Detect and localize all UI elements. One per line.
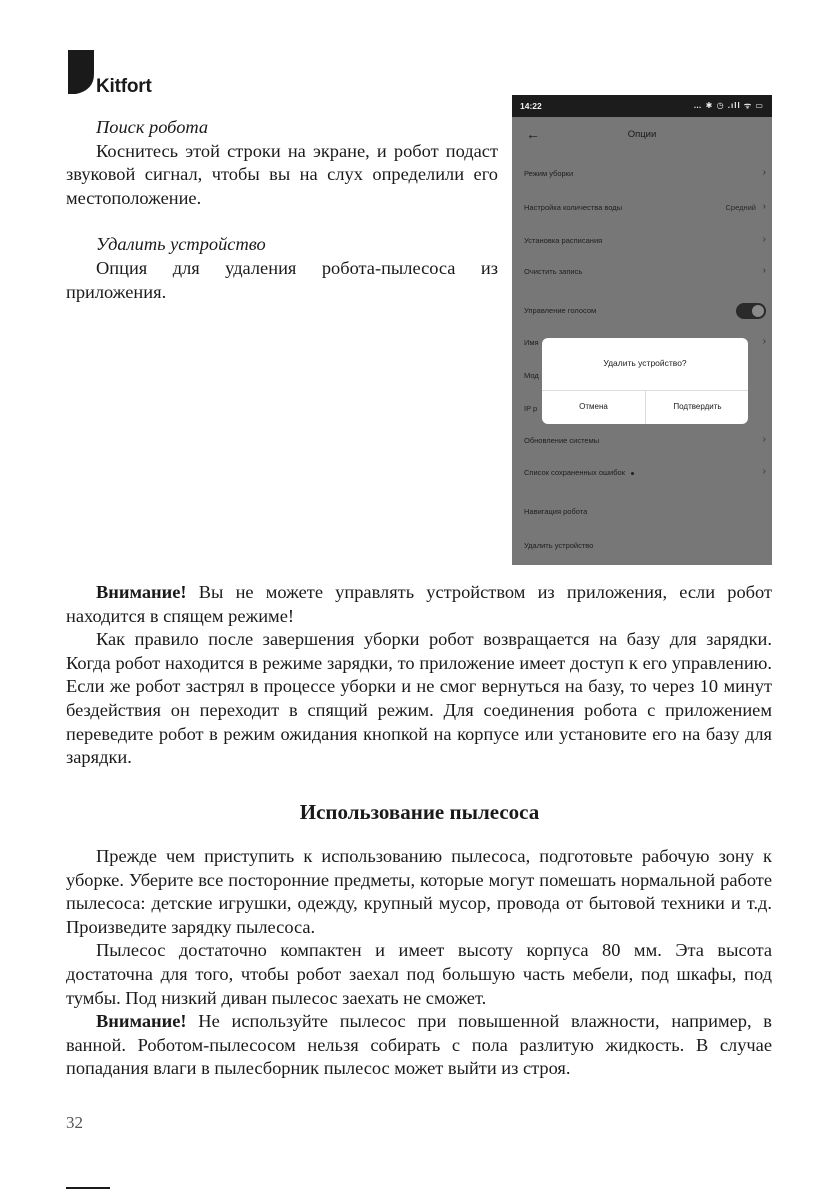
delete-device-heading: Удалить устройство [96,234,266,255]
kitfort-logo-text: Kitfort [96,76,152,97]
find-robot-text: Коснитесь этой строки на экране, и робот подаст звуковой сигнал, чтобы вы на слух определили его местоположение. [66,140,498,208]
chevron-right-icon: › [762,434,766,445]
dialog-title: Удалить устройство? [603,358,687,368]
usage-paragraph-1: Прежде чем приступить к использованию пылесоса, подготовьте рабочую зону к уборке. Уберите все посторонние предметы, которые могут помешать нормальной работе пылесоса: детские игрушки, одежду, крупный мусор, провода от бытовой техники и т.д. Произведите зарядку пылесоса. [66,846,772,937]
row-robot-navigation[interactable]: Навигация робота [524,507,588,516]
chevron-right-icon: › [762,336,766,347]
row-schedule[interactable]: Установка расписания › [524,234,766,245]
footer-rule [66,1187,110,1189]
app-header [512,117,772,153]
kitfort-logo-mark [68,50,94,94]
left-column-text [66,116,498,304]
row-model: Мод [524,371,539,380]
usage-warning-label: Внимание! [96,1011,187,1032]
row-ip: IP р [524,404,538,413]
status-bar [512,95,772,117]
chevron-right-icon: › [762,466,766,477]
charging-paragraph: Как правило после завершения уборки робот возвращается на базу для зарядки. Когда робот находится в режиме зарядки, то приложение имеет доступ к его управлению. Если же робот застрял в процессе уборки и не смог вернуться на базу, то через 10 минут бездействия он переходит в спящий режим. Для соединения робота с приложением переведите робот в режим ожидания кнопкой на корпусе или установите его на базу для зарядки. [66,629,772,768]
chevron-right-icon: › [762,234,766,245]
chevron-right-icon: › [762,201,766,212]
voice-control-toggle[interactable] [736,303,766,319]
row-system-update[interactable]: Обновление системы › [524,434,766,445]
chevron-right-icon: › [762,167,766,178]
status-time: 14:22 [520,101,542,111]
back-arrow-icon[interactable]: ← [526,126,540,142]
warning-label: Внимание! [96,582,187,602]
warning-text: Вы не можете управлять устройством из приложения, если робот находится в спящем режиме! [66,582,772,626]
section-title: Использование пылесоса [299,800,540,824]
chevron-right-icon: › [762,265,766,276]
status-icons: … ✱ ◷ .ıll ᯤ ▭ [693,101,764,110]
row-water-amount[interactable]: Настройка количества воды Средний › [524,201,766,212]
row-water-value: Средний [725,203,756,212]
phone-screenshot [512,95,772,565]
usage-paragraph-3 [66,1010,772,1081]
row-cleaning-mode[interactable]: Режим уборки › [524,167,766,178]
row-name[interactable]: Имя › [524,336,766,347]
sleep-mode-notice [66,581,772,770]
delete-device-dialog [542,338,748,424]
warning-paragraph [66,581,772,628]
row-voice-control: Управление голосом [512,295,772,325]
delete-device-text: Опция для удаления робота-пылесоса из приложения. [66,257,498,302]
dot-indicator [631,472,634,475]
usage-paragraph-2: Пылесос достаточно компактен и имеет высоту корпуса 80 мм. Эта высота достаточна для того, чтобы робот заехал под большую часть мебели, под шкафы, под тумбы. Под низкий диван пылесос заехать не сможет. [66,940,772,1008]
header-title: Опции [627,129,657,140]
row-clear-record[interactable]: Очистить запись › [524,265,766,276]
find-robot-heading: Поиск робота [96,117,209,137]
row-delete-device[interactable]: Удалить устройство [524,541,594,550]
row-error-list[interactable]: Список сохраненных ошибок › [524,466,766,477]
kitfort-logo [68,50,188,110]
page-number: 32 [66,1113,83,1132]
usage-text [66,845,772,1081]
usage-warning-text: Не используйте пылесос при повышенной влажности, например, в ванной. Роботом-пылесосом нельзя собирать с пола разлитую жидкость. В случае попадания влаги в пылесборник пылесос может выйти из строя. [66,1011,772,1079]
cancel-button[interactable]: Отмена [579,402,608,411]
confirm-button[interactable]: Подтвердить [673,402,722,411]
